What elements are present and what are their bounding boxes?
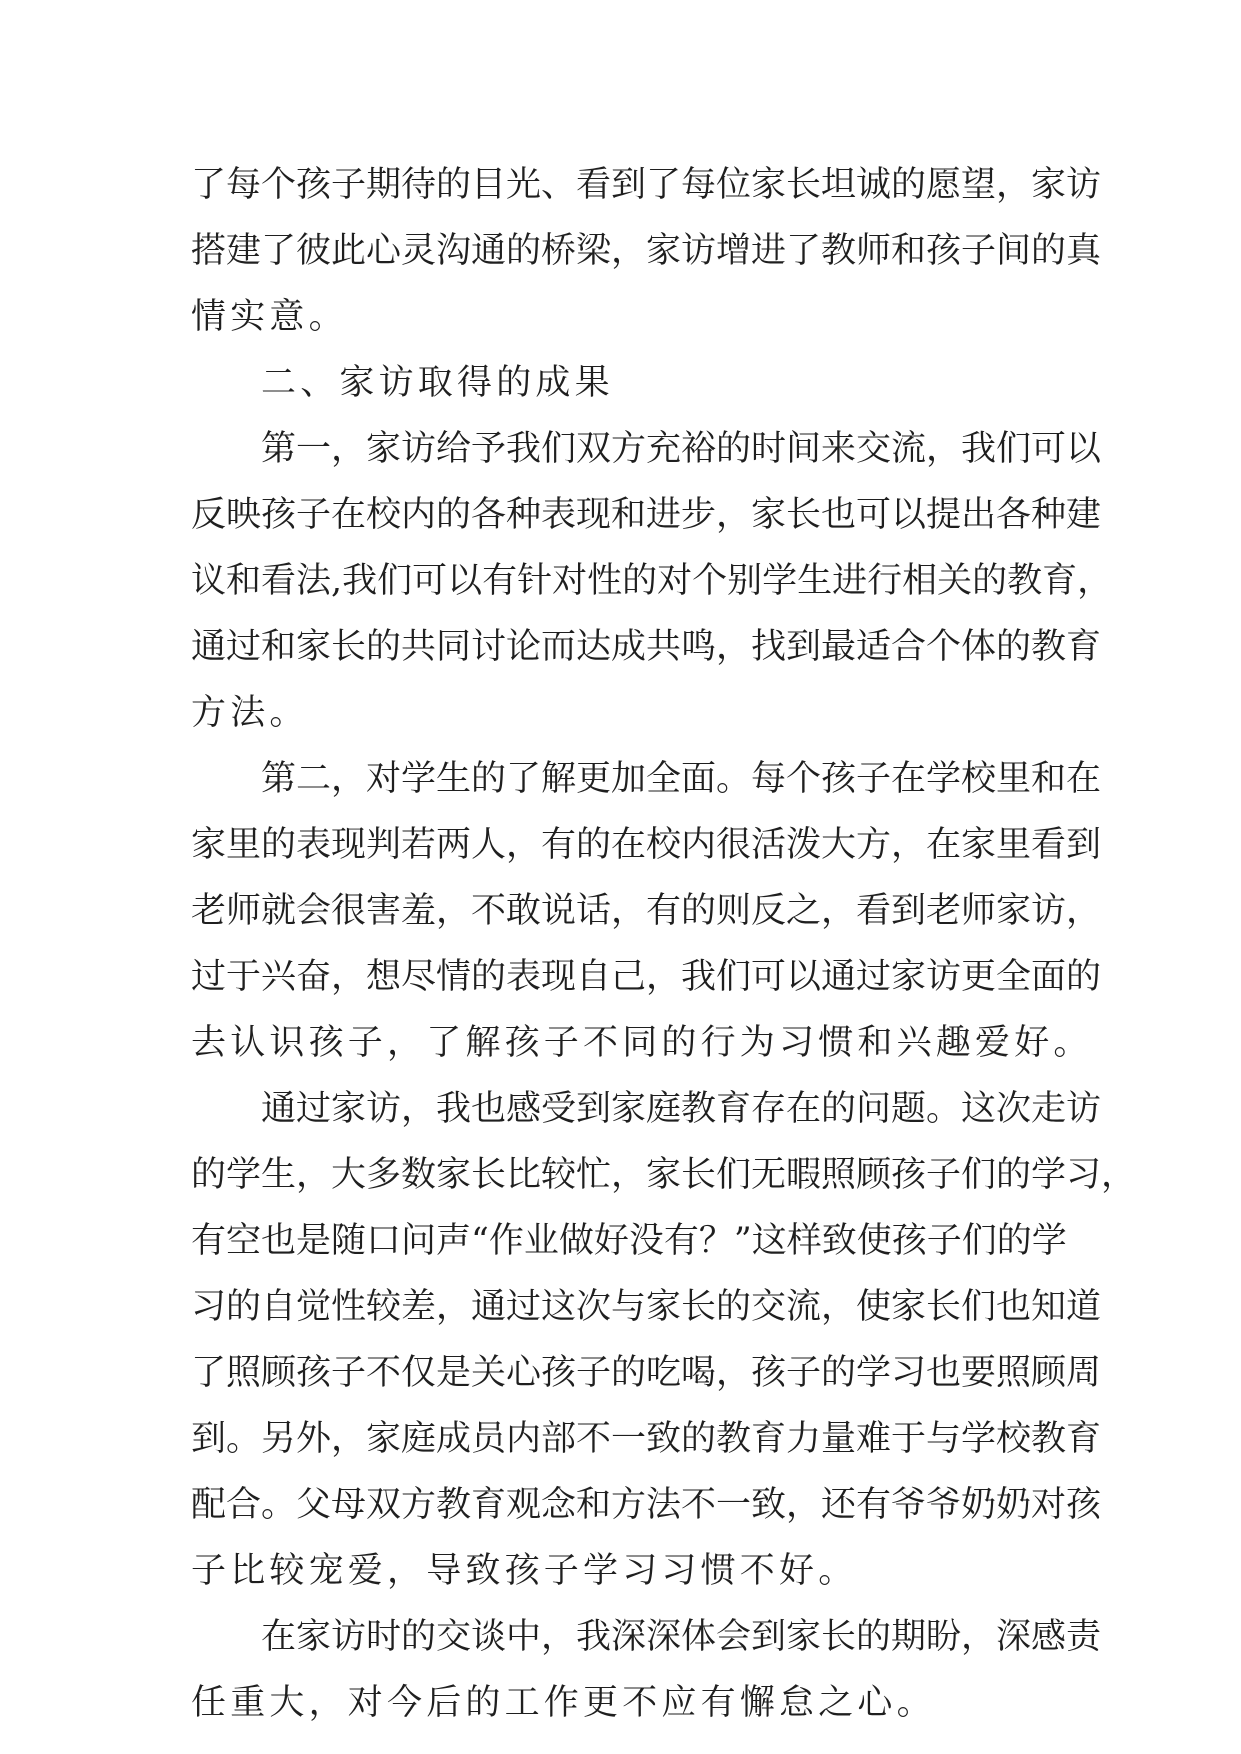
document-body: [191, 152, 1137, 1736]
text-line: 在家访时的交谈中，我深深体会到家长的期盼，深感责: [261, 1617, 1102, 1657]
section-heading: 二、家访取得的成果: [261, 363, 614, 403]
text-line: 方法。: [191, 693, 309, 733]
text-line: 了每个孩子期待的目光、看到了每位家长坦诚的愿望，家访: [191, 165, 1102, 205]
text-line: 去认识孩子，了解孩子不同的行为习惯和兴趣爱好。: [191, 1023, 1093, 1063]
text-line: 通过和家长的共同讨论而达成共鸣，找到最适合个体的教育: [191, 627, 1102, 667]
text-line: 反映孩子在校内的各种表现和进步，家长也可以提出各种建: [191, 495, 1102, 535]
text-line: 到。另外，家庭成员内部不一致的教育力量难于与学校教育: [191, 1419, 1102, 1459]
text-line: 过于兴奋，想尽情的表现自己，我们可以通过家访更全面的: [191, 957, 1102, 997]
text-line: 搭建了彼此心灵沟通的桥梁，家访增进了教师和孩子间的真: [191, 231, 1102, 271]
text-line: 任重大，对今后的工作更不应有懈怠之心。: [191, 1683, 936, 1723]
text-line: 情实意。: [191, 297, 348, 337]
text-line: 了照顾孩子不仅是关心孩子的吃喝，孩子的学习也要照顾周: [191, 1353, 1102, 1393]
text-line: 通过家访，我也感受到家庭教育存在的问题。这次走访: [261, 1089, 1102, 1129]
text-line: 老师就会很害羞，不敢说话，有的则反之，看到老师家访，: [191, 891, 1102, 931]
text-line: 配合。父母双方教育观念和方法不一致，还有爷爷奶奶对孩: [191, 1485, 1102, 1525]
text-line: 习的自觉性较差，通过这次与家长的交流，使家长们也知道: [191, 1287, 1102, 1327]
text-line: 子比较宠爱，导致孩子学习习惯不好。: [191, 1551, 858, 1591]
text-line: 有空也是随口问声“作业做好没有？”这样致使孩子们的学: [191, 1221, 1067, 1261]
text-line: 家里的表现判若两人，有的在校内很活泼大方，在家里看到: [191, 825, 1102, 865]
text-line: 议和看法,我们可以有针对性的对个别学生进行相关的教育，: [191, 561, 1113, 601]
text-line: 第二，对学生的了解更加全面。每个孩子在学校里和在: [261, 759, 1102, 799]
text-line: 的学生，大多数家长比较忙，家长们无暇照顾孩子们的学习，: [191, 1155, 1137, 1195]
text-line: 第一，家访给予我们双方充裕的时间来交流，我们可以: [261, 429, 1102, 469]
